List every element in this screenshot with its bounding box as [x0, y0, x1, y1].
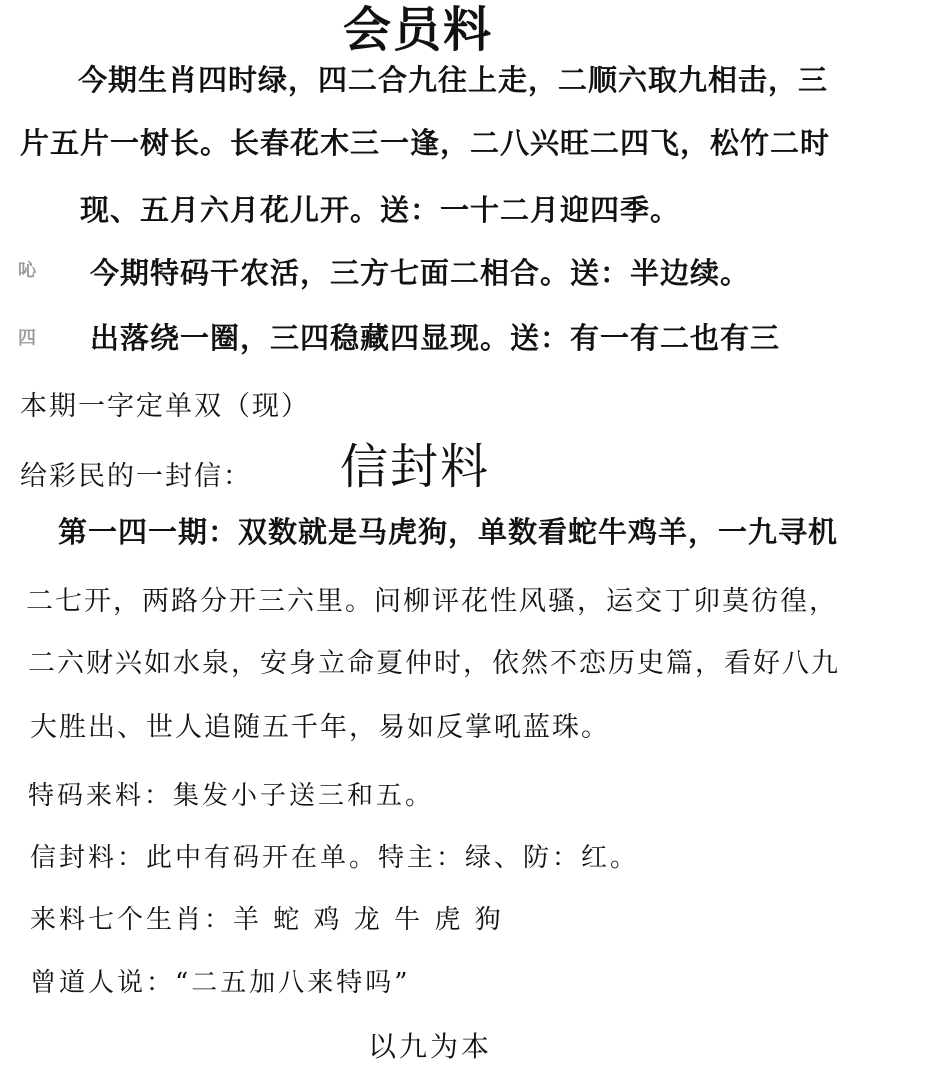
letter-title: 信封料: [340, 439, 491, 495]
member-fragment: 吣: [18, 260, 37, 281]
member-line: 出落绕一圈，三四稳藏四显现。送：有一有二也有三: [90, 321, 781, 355]
member-title: 会员料: [343, 2, 494, 58]
letter-line: 曾道人说：“二五加八来特吗”: [30, 968, 411, 998]
letter-line: 信封料：此中有码开在单。特主：绿、防：红。: [30, 843, 640, 873]
member-line: 本期一字定单双（现）: [20, 391, 310, 422]
letter-line: 二七开，两路分开三六里。问柳评花性风骚，运交丁卯莫彷徨，: [26, 586, 838, 617]
letter-line: 第一四一期：双数就是马虎狗，单数看蛇牛鸡羊，一九寻机: [58, 515, 839, 549]
member-line: 今期生肖四时绿，四二合九往上走，二顺六取九相击，三: [78, 63, 829, 97]
member-line: 今期特码干农活，三方七面二相合。送：半边续。: [90, 256, 751, 290]
letter-line: 来料七个生肖：羊 蛇 鸡 龙 牛 虎 狗: [30, 905, 504, 935]
letter-line: 特码来料：集发小子送三和五。: [28, 781, 435, 811]
member-line: 现、五月六月花儿开。送：一十二月迎四季。: [80, 193, 681, 227]
letter-line: 大胜出、世人追随五千年，易如反掌吼蓝珠。: [30, 712, 610, 743]
letter-footer: 以九为本: [368, 1030, 493, 1063]
letter-line: 二六财兴如水泉，安身立命夏仲时，依然不恋历史篇，看好八九: [28, 648, 840, 679]
member-fragment: 四: [18, 328, 37, 349]
letter-intro: 给彩民的一封信：: [20, 461, 252, 492]
member-line: 片五片一树长。长春花木三一逢，二八兴旺二四飞，松竹二时: [20, 126, 831, 160]
